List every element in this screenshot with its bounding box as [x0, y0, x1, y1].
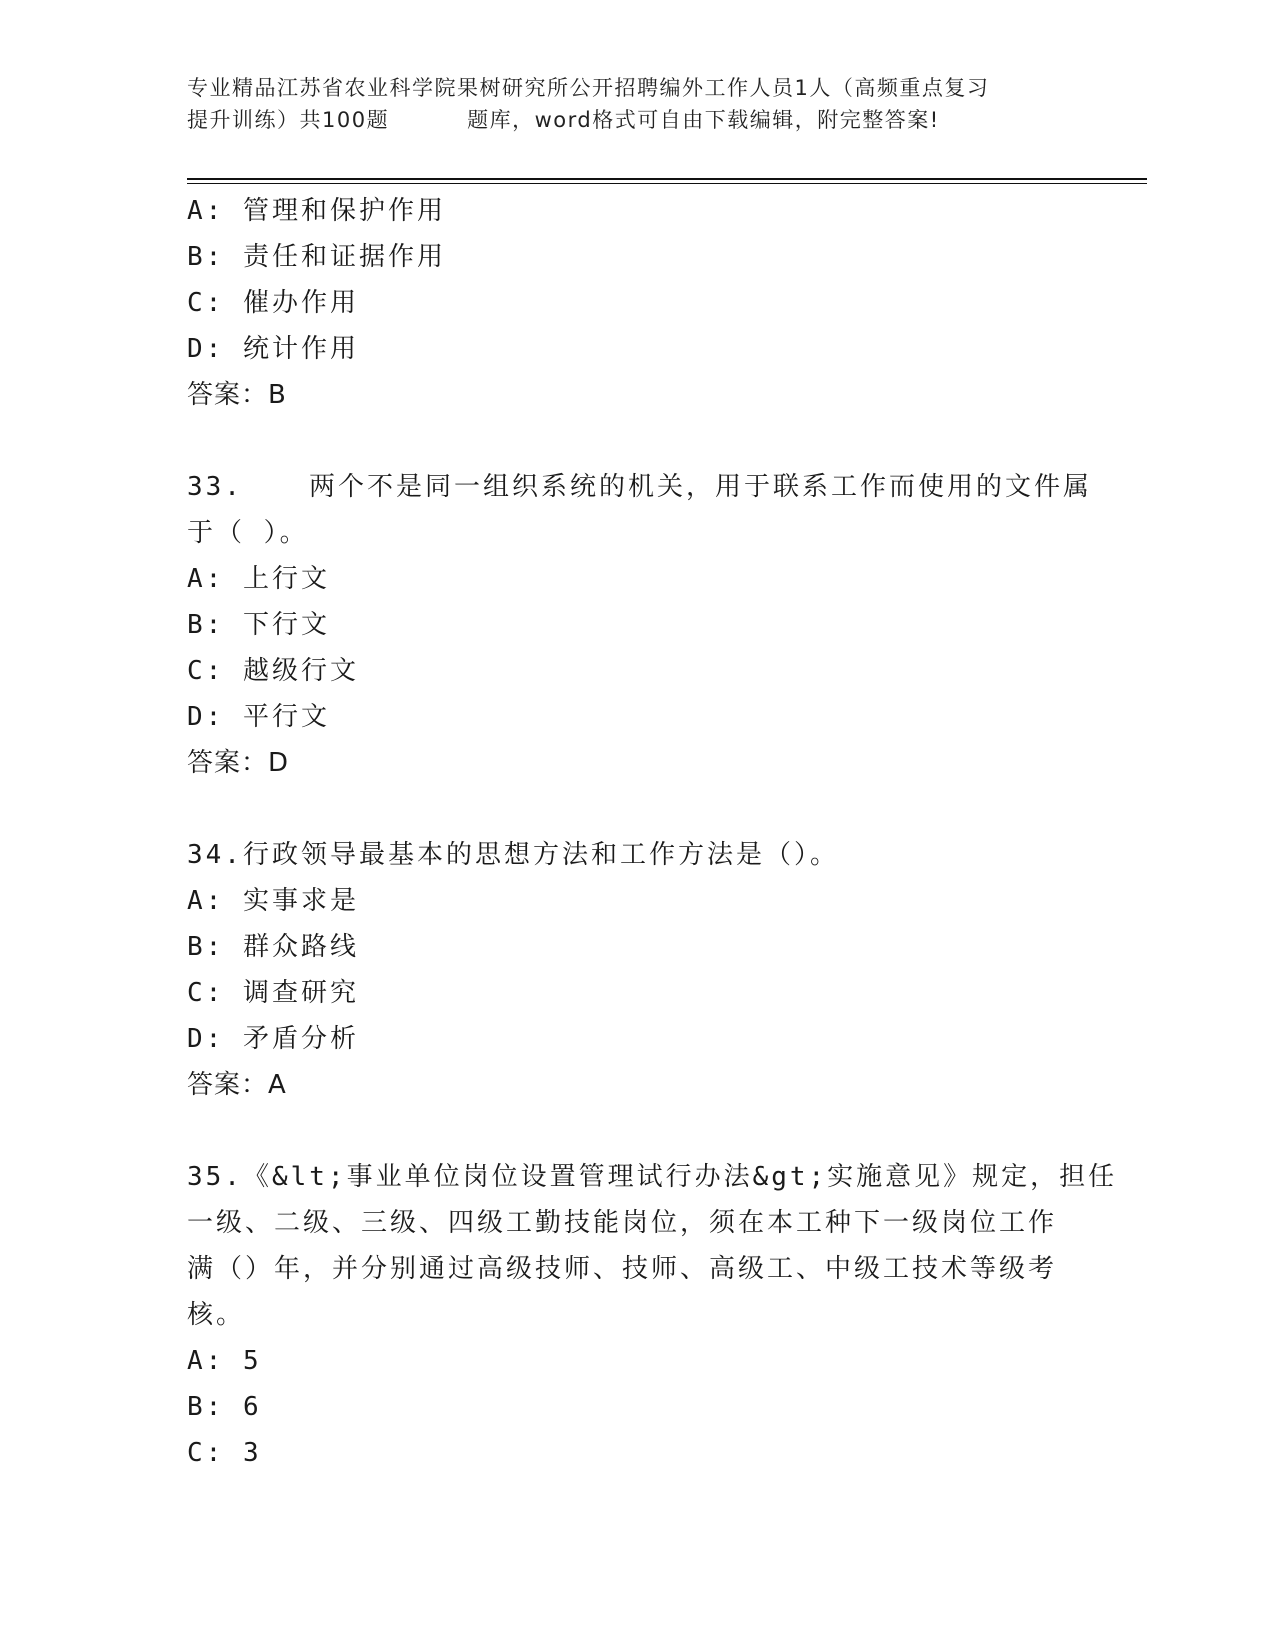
answer-line: 答案：B — [187, 380, 287, 410]
question-text-line: 34.行政领导最基本的思想方法和工作方法是（）。 — [187, 840, 839, 870]
question-32 — [187, 188, 1087, 418]
option-c: C: 调查研究 — [187, 978, 359, 1008]
answer-line: 答案：A — [187, 1070, 287, 1100]
option-a: A: 管理和保护作用 — [187, 196, 446, 226]
option-b: B: 责任和证据作用 — [187, 242, 446, 272]
header-line-2 — [187, 104, 1087, 136]
question-text-line: 于（ ）。 — [187, 518, 309, 548]
question-text-line: 一级、二级、三级、四级工勤技能岗位，须在本工种下一级岗位工作 — [187, 1208, 1058, 1238]
document-header — [187, 72, 1087, 136]
header-line-1: 专业精品江苏省农业科学院果树研究所公开招聘编外工作人员1人（高频重点复习 — [187, 76, 990, 100]
option-d: D: 统计作用 — [187, 334, 359, 364]
question-text-line: 核。 — [187, 1300, 246, 1330]
question-35 — [187, 1154, 1118, 1476]
header-line-2-part-a: 提升训练）共100题 — [187, 108, 390, 132]
header-line-2-part-b: 题库，word格式可自由下载编辑，附完整答案! — [467, 108, 940, 132]
header-rule-thick — [187, 178, 1147, 180]
option-c: C: 3 — [187, 1438, 262, 1468]
option-b: B: 6 — [187, 1392, 262, 1422]
question-text-line: 35.《&lt;事业单位岗位设置管理试行办法&gt;实施意见》规定，担任 — [187, 1162, 1118, 1192]
option-d: D: 矛盾分析 — [187, 1024, 359, 1054]
option-d: D: 平行文 — [187, 702, 330, 732]
answer-line: 答案：D — [187, 748, 290, 778]
option-b: B: 群众路线 — [187, 932, 359, 962]
question-text-line: 满（）年，并分别通过高级技师、技师、高级工、中级工技术等级考 — [187, 1254, 1058, 1284]
question-text: 两个不是同一组织系统的机关，用于联系工作而使用的文件属 — [308, 472, 1092, 502]
option-a: A: 5 — [187, 1346, 262, 1376]
question-content — [187, 188, 1118, 1476]
option-a: A: 实事求是 — [187, 886, 359, 916]
option-a: A: 上行文 — [187, 564, 330, 594]
question-text-line — [187, 464, 1092, 510]
option-c: C: 越级行文 — [187, 656, 359, 686]
question-34 — [187, 832, 1087, 1108]
option-b: B: 下行文 — [187, 610, 330, 640]
question-33 — [187, 464, 1092, 786]
question-number: 33. — [187, 472, 243, 502]
header-rule-thin — [187, 183, 1147, 184]
option-c: C: 催办作用 — [187, 288, 359, 318]
